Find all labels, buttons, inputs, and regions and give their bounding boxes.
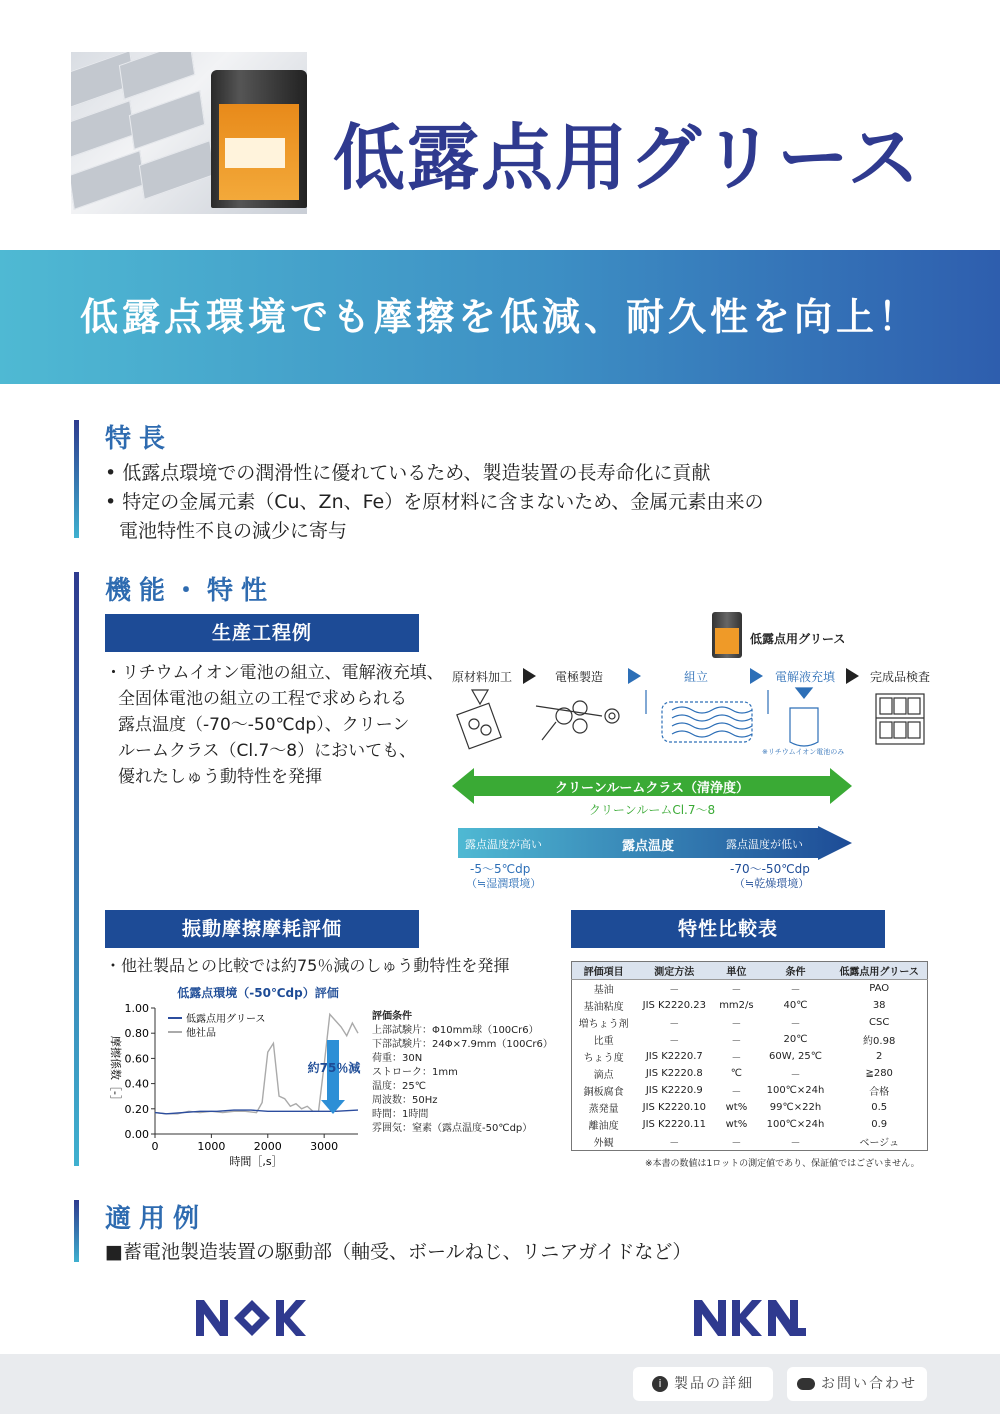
legend-label: 他社品 xyxy=(186,1028,216,1039)
production-text: ・リチウムイオン電池の組立、電解液充填、 全固体電池の組立の工程で求められる 露点温度（-70〜-50℃dp）、クリーン ルームクラス（Cl.7〜8）においても、 優れたしゅう動特性を発揮 xyxy=(105,663,444,787)
table-header-cell: 条件 xyxy=(760,962,832,980)
dewpoint-high: 露点温度が高い xyxy=(465,838,542,851)
table-cell: ℃ xyxy=(730,1068,743,1079)
table-cell: 100℃×24h xyxy=(766,1085,825,1096)
applications-title: 適用例 xyxy=(105,1204,208,1234)
table-cell: PAO xyxy=(869,983,890,994)
table-cell: 20℃ xyxy=(783,1034,808,1045)
step-5: 完成品検査 xyxy=(870,670,931,684)
table-cell: － xyxy=(731,1036,742,1047)
table-cell: ちょう度 xyxy=(583,1053,624,1064)
cleanroom-label: クリーンルームクラス（清浄度） xyxy=(554,781,750,796)
dewpoint-low-range: -70〜-50℃dp xyxy=(730,862,810,876)
table-cell: 合格 xyxy=(869,1087,890,1098)
table-header-cell: 評価項目 xyxy=(572,962,636,980)
table-cell: JIS K2220.23 xyxy=(642,1000,706,1011)
table-row xyxy=(572,1099,928,1116)
table-cell: 基油粘度 xyxy=(583,1002,624,1013)
table-row xyxy=(572,980,928,998)
table-row xyxy=(572,1133,928,1151)
table-cell: － xyxy=(790,1138,801,1149)
table-cell: － xyxy=(731,1087,742,1098)
y-tick-label: 0.60 xyxy=(124,1052,149,1066)
table-cell: － xyxy=(790,1019,801,1030)
contact-button[interactable]: お問い合わせ xyxy=(787,1367,927,1401)
product-details-button[interactable]: i 製品の詳細 xyxy=(633,1367,773,1401)
table-header-cell: 単位 xyxy=(713,962,759,980)
table-cell: 滴点 xyxy=(593,1070,614,1081)
table-cell: － xyxy=(790,1070,801,1081)
table-cell: JIS K2220.8 xyxy=(645,1068,703,1079)
step-2: 電極製造 xyxy=(555,670,604,684)
cleanroom-range: クリーンルームCl.7〜8 xyxy=(588,803,716,817)
section-bar xyxy=(74,572,79,1166)
section-bar xyxy=(74,420,79,538)
table-row xyxy=(572,1031,928,1048)
table-cell: 約0.98 xyxy=(863,1036,896,1047)
dewpoint-center: 露点温度 xyxy=(622,839,675,854)
x-tick-label: 1000 xyxy=(197,1140,226,1153)
table-row xyxy=(572,997,928,1014)
table-cell: － xyxy=(669,1019,680,1030)
chart-ylabel: 摩擦係数［-］ xyxy=(109,1036,122,1106)
friction-heading: 振動摩擦摩耗評価 xyxy=(105,910,419,948)
table-cell: mm2/s xyxy=(719,1000,754,1011)
table-cell: JIS K2220.10 xyxy=(642,1102,706,1113)
table-cell: JIS K2220.7 xyxy=(645,1051,703,1062)
legend-label: 低露点用グリース xyxy=(186,1014,266,1025)
y-tick-label: 0.20 xyxy=(124,1102,149,1116)
feature-bullet-1: • 低露点環境での潤滑性に優れているため、製造装置の長寿命化に貢献 xyxy=(105,462,711,484)
table-cell: 40℃ xyxy=(783,1000,808,1011)
table-cell: － xyxy=(731,1019,742,1030)
table-cell: 比重 xyxy=(593,1036,614,1047)
step-1: 原材料加工 xyxy=(452,670,513,684)
friction-text: ・他社製品との比較では約75％減のしゅう動特性を発揮 xyxy=(105,956,510,975)
table-cell: － xyxy=(731,985,742,996)
chart-title: 低露点環境（-50℃dp）評価 xyxy=(177,986,339,1000)
table-cell: 銅板腐食 xyxy=(583,1087,624,1098)
x-tick-label: 0 xyxy=(151,1140,159,1153)
feature-bullet-2: • 特定の金属元素（Cu、Zn、Fe）を原材料に含まないため、金属元素由来の xyxy=(105,491,764,513)
table-cell: JIS K2220.11 xyxy=(642,1119,706,1130)
x-tick-label: 3000 xyxy=(310,1140,339,1153)
filling-note: ※リチウムイオン電池のみ xyxy=(762,748,845,756)
applications-text: ■蓄電池製造装置の駆動部（軸受、ボールねじ、リニアガイドなど） xyxy=(105,1241,692,1263)
table-cell: － xyxy=(790,985,801,996)
table-cell: 2 xyxy=(876,1051,883,1062)
nok-logo xyxy=(196,1300,306,1336)
page-title: 低露点用グリース xyxy=(333,116,922,200)
table-cell: 38 xyxy=(872,1000,886,1011)
table-cell: 60W, 25℃ xyxy=(769,1051,822,1062)
product-label: 低露点用グリース xyxy=(750,632,846,646)
arrow-icon xyxy=(750,668,763,684)
dewpoint-high-note: （≒湿潤環境） xyxy=(466,877,542,890)
table-header-cell: 測定方法 xyxy=(635,962,713,980)
table-cell: 離油度 xyxy=(588,1121,619,1132)
features-title: 特長 xyxy=(105,424,174,454)
product-photo xyxy=(71,52,307,214)
table-cell: 99℃×22h xyxy=(769,1102,822,1113)
arrow-icon xyxy=(628,668,641,684)
table-cell: － xyxy=(669,985,680,996)
table-cell: 100℃×24h xyxy=(766,1119,825,1130)
info-icon: i xyxy=(652,1376,668,1392)
table-cell: 蒸発量 xyxy=(588,1104,619,1115)
table-cell: 0.9 xyxy=(871,1119,888,1130)
table-cell: JIS K2220.9 xyxy=(645,1085,703,1096)
y-tick-label: 0.40 xyxy=(124,1077,149,1091)
table-row xyxy=(572,1082,928,1099)
table-note: ※本書の数値は1ロットの測定値であり、保証値ではございません。 xyxy=(645,1159,920,1169)
table-cell: wt% xyxy=(725,1119,748,1130)
y-tick-label: 0.80 xyxy=(124,1027,149,1041)
step-4: 電解液充填 xyxy=(775,670,836,684)
table-cell: ≧280 xyxy=(865,1068,893,1079)
comparison-table xyxy=(571,961,928,1151)
table-cell: － xyxy=(669,1138,680,1149)
table-cell: － xyxy=(669,1036,680,1047)
table-cell: － xyxy=(731,1138,742,1149)
chat-icon xyxy=(797,1378,815,1390)
y-tick-label: 1.00 xyxy=(124,1002,149,1015)
eval-conditions: 評価条件 上部試験片：Φ10mm球（100Cr6） 下部試験片：24Φ×7.9mm（100Cr6） 荷重：30N ストローク：1mm 温度：25℃ 周波数：50Hz 時間：1時間 雰囲気：窒素（露点温度-50℃dp） xyxy=(372,1011,553,1134)
product-can-icon xyxy=(712,612,742,658)
process-illustration xyxy=(452,684,932,760)
table-cell: － xyxy=(731,1053,742,1064)
table-cell: 0.5 xyxy=(871,1102,888,1113)
table-row xyxy=(572,1048,928,1065)
friction-chart xyxy=(100,982,370,1172)
table-cell: wt% xyxy=(725,1102,748,1113)
dewpoint-low-note: （≒乾燥環境） xyxy=(734,877,810,890)
dewpoint-low: 露点温度が低い xyxy=(726,838,803,851)
arrow-icon xyxy=(846,668,859,684)
dewpoint-high-range: -5〜5℃dp xyxy=(470,862,531,876)
table-cell: 外観 xyxy=(593,1138,614,1149)
table-cell: CSC xyxy=(869,1017,890,1028)
table-row xyxy=(572,1065,928,1082)
table-row xyxy=(572,1116,928,1133)
production-heading: 生産工程例 xyxy=(105,614,419,652)
nkl-logo xyxy=(694,1300,806,1336)
function-title: 機能・特性 xyxy=(105,576,276,606)
x-tick-label: 2000 xyxy=(253,1140,282,1153)
reduction-label: 約75％減 xyxy=(307,1061,361,1075)
banner-text: 低露点環境でも摩擦を低減、耐久性を向上！ xyxy=(79,295,920,339)
table-header-cell: 低露点用グリース xyxy=(831,962,927,980)
table-cell: ベージュ xyxy=(859,1138,899,1149)
feature-bullet-2-cont: 電池特性不良の減少に寄与 xyxy=(119,520,348,542)
step-3: 組立 xyxy=(684,670,709,684)
section-bar xyxy=(74,1200,79,1262)
table-row xyxy=(572,1014,928,1031)
table-cell: 基油 xyxy=(593,985,614,996)
table-cell: 増ちょう剤 xyxy=(578,1019,629,1030)
y-tick-label: 0.00 xyxy=(124,1128,149,1141)
chart-xlabel: 時間［,s］ xyxy=(229,1155,283,1168)
comparison-heading: 特性比較表 xyxy=(571,910,885,948)
arrow-icon xyxy=(523,668,536,684)
